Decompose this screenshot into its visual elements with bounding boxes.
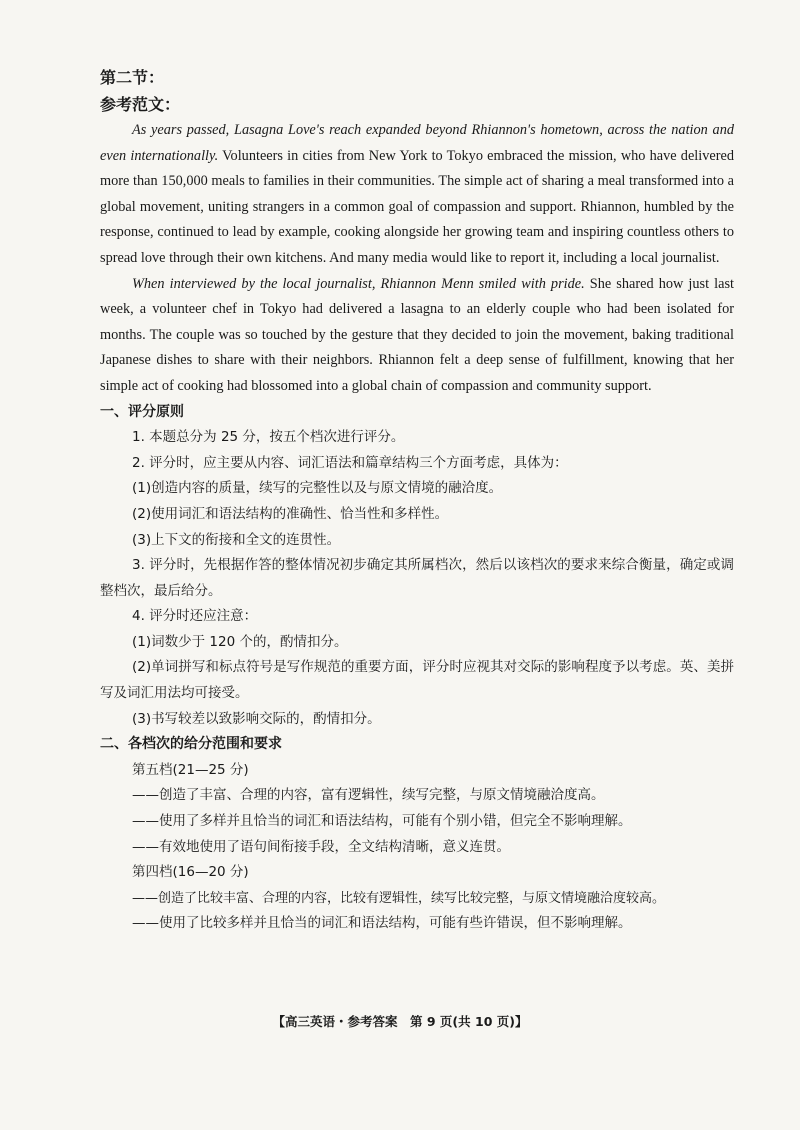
- paragraph-1-lead-sentence: As years passed, Lasagna Love's reach expanded beyond Rhiannon's hometown, across the nation and even internationally.: [100, 122, 734, 164]
- principle-4-sub-1: (1)词数少于 120 个的，酌情扣分。: [132, 633, 348, 650]
- principle-3: 3. 评分时，先根据作答的整体情况初步确定其所属档次，然后以该档次的要求来综合衡量，确定或调整档次，最后给分。: [100, 557, 734, 599]
- principle-2: 2. 评分时，应主要从内容、词汇语法和篇章结构三个方面考虑，具体为：: [132, 454, 568, 471]
- principle-1: 1. 本题总分为 25 分，按五个档次进行评分。: [132, 429, 405, 446]
- band-4-title: 第四档(16—20 分): [132, 864, 249, 881]
- band-5-criterion-3: ——有效地使用了语句间衔接手段，全文结构清晰，意义连贯。: [132, 838, 510, 855]
- band-4-criterion-1: ——创造了比较丰富、合理的内容，比较有逻辑性，续写比较完整，与原文情境融洽度较高。: [132, 890, 666, 906]
- scoring-principles-heading: 一、评分原则: [100, 403, 184, 420]
- page-footer: 【高三英语・参考答案 第 9 页(共 10 页)】: [272, 1014, 528, 1029]
- principle-2-sub-2: (2)使用词汇和语法结构的准确性、恰当性和多样性。: [132, 505, 449, 522]
- essay-paragraph-2: [100, 272, 734, 400]
- paragraph-2-lead-sentence: When interviewed by the local journalist, Rhiannon Menn smiled with pride.: [132, 275, 585, 292]
- grade-bands-heading: 二、各档次的给分范围和要求: [100, 736, 282, 753]
- sample-essay-heading: 参考范文：: [100, 95, 181, 114]
- principle-4-sub-2: (2)单词拼写和标点符号是写作规范的重要方面，评分时应视其对交际的影响程度予以考虑。英、美拼写及词汇用法均可接受。: [100, 659, 734, 702]
- principle-4-sub-3: (3)书写较差以致影响交际的，酌情扣分。: [132, 710, 381, 727]
- band-4-criterion-2: ——使用了比较多样并且恰当的词汇和语法结构，可能有些许错误，但不影响理解。: [132, 915, 632, 932]
- band-5-criterion-2: ——使用了多样并且恰当的词汇和语法结构，可能有个别小错，但完全不影响理解。: [132, 813, 632, 830]
- band-5-title: 第五档(21—25 分): [132, 761, 249, 778]
- band-5-criterion-1: ——创造了丰富、合理的内容，富有逻辑性，续写完整，与原文情境融洽度高。: [132, 787, 605, 804]
- paragraph-1-body: Volunteers in cities from New York to Tokyo embraced the mission, who have delivered more than 150,000 meals to families in their communities. The simple act of sharing a meal transformed into a global movement, uniting strangers in a common goal of compassion and support. Rhiannon, humbled by the response, continued to lead by example, cooking alongside her growing team and inspiring countless others to spread love through their own kitchens. And many media would like to report it, including a local journalist.: [100, 147, 734, 266]
- principle-4: 4. 评分时还应注意：: [132, 608, 258, 625]
- section-heading: 第二节：: [100, 68, 165, 87]
- principle-2-sub-1: (1)创造内容的质量，续写的完整性以及与原文情境的融洽度。: [132, 480, 503, 497]
- principle-2-sub-3: (3)上下文的衔接和全文的连贯性。: [132, 531, 341, 548]
- essay-paragraph-1: [100, 118, 734, 272]
- paragraph-2-body: She shared how just last week, a volunteer chef in Tokyo had delivered a lasagna to an elderly couple who had been isolated for months. The couple was so touched by the gesture that they decided to join the movement, baking traditional Japanese dishes to share with their neighbors. Rhiannon felt a deep sense of fulfillment, knowing that her simple act of cooking had blossomed into a global chain of compassion and community support.: [100, 275, 735, 394]
